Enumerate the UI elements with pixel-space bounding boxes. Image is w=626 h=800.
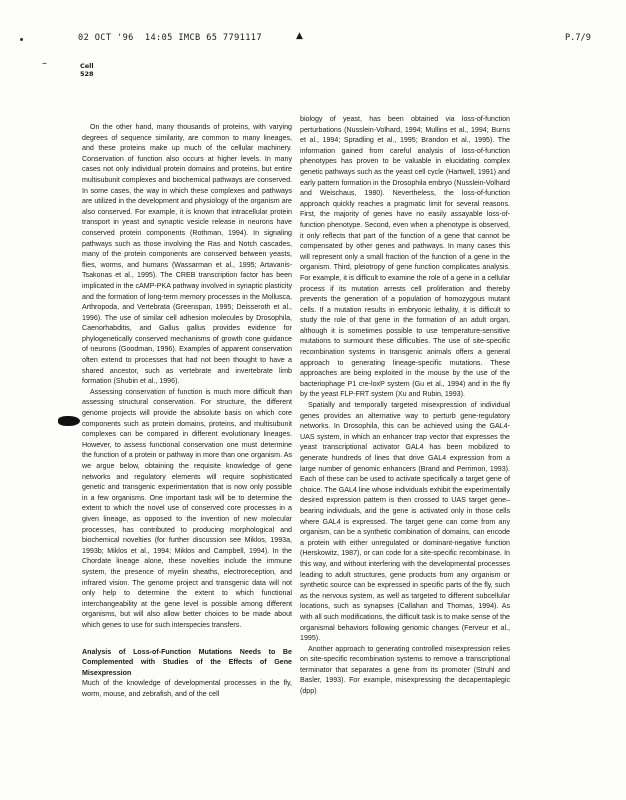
journal-info [80,62,94,78]
fax-dot [20,38,23,41]
journal-name: Cell [80,62,94,70]
fax-page-number: P.7/9 [565,33,591,43]
dash-mark: – [42,58,47,69]
paragraph: Much of the knowledge of developmental processes in the fly, worm, mouse, and zebrafish, and of the cell [82,679,292,698]
paragraph: Another approach to generating controlled misexpression relies on site-specific recombination systems to remove a transcriptional terminator that separates a gene from its promoter (Struhl and Basler, 1993). For example, misexpressing the decapentaplegic (dpp) [300,644,510,696]
left-column [82,122,292,699]
fax-header: 02 OCT '96 14:05 IMCB 65 7791117 [78,33,262,43]
hole-punch [58,416,80,426]
paragraph: Spatially and temporally targeted misexpression of individual genes provides an alternative way to perturb gene-regulatory networks. In Drosophila, this can be achieved using the GAL4-UAS system, in which an enhancer trap vector that expresses the yeast transcriptional activator GAL4 has been mobilized to generate hundreds of lines that drive GAL4 expression from a large number of genomic enhancers (Brand and Perrimon, 1993). Each of these can be used to activate specifically a target gene of choice. The GAL4 line whose individuals exhibit the experimentally desired expression pattern is then crossed to UAS target gene–bearing individuals, and the gene is activated only in those cells where GAL4 is expressed. The target gene can come from any organism, can be a synthetic combination of domains, can encode a protein with either unregulated or dominant-negative function (Herskowitz, 1987), or can code for a site-specific recombinase. In this way, and without interfering with the developmental processes leading to adult structures, gene products from any organism or synthetic source can be expressed in specific parts of the fly, such as the nervous system, as well as targeted to different subcellular locations, such as synapses (Callahan and Thomas, 1994). As with all such modifications, the difficult task is to make sense of the organismal behaviors following genomic changes (Ferveur et al., 1995). [300,401,510,643]
paragraph: Assessing conservation of function is much more difficult than assessing structural conservation. For structure, the different genome projects will provide the absolute basis on which core components such as protein domains, proteins, and multisubunit complexes can be compared in different evolutionary lineages. However, to assess functional conservation one must determine the function of a protein or pathway in more than one organism. As we argue below, obtaining the requisite knowledge of gene networks and regulatory elements will require sophisticated genetic and transgenic experimentation that is now only possible in a few organisms. One important task will be to determine the extent to which the novel use of conserved core processes in a given lineage, as opposed to the invention of new molecular processes, has contributed to producing morphological and biochemical novelties (for further discussion see Miklos, 1993a, 1993b; Miklos et al., 1994; Miklos and Campbell, 1994). In the Chordate lineage alone, these novelties include the immune system, the presence of myelin sheaths, electroreception, and infrared vision. The genome project and transgenic data will not only help to determine the extent to which functional interchangeability at the gene level is possible among different organisms, but will also allow better choices to be made about which genes to use for such interspecies transfers. [82,387,292,629]
section-title: Analysis of Loss-of-Function Mutations Needs to Be Complemented with Studies of the Effects of Gene Misexpression [82,647,292,677]
paragraph: biology of yeast, has been obtained via loss-of-function perturbations (Nusslein-Volhard, 1994; Mullins et al., 1994; Burns et al., 1994; Spradling et al., 1995; Brandon et al., 1995). The information gained from careful analysis of loss-of-function phenotypes has proven to be valuable in elucidating complex genetic pathways such as the yeast cell cycle (Hartwell, 1991) and early pattern formation in the Drosophila embryo (Nusslein-Volhard and Weischaus, 1980). Nevertheless, the loss-of-function approach quickly reaches a pragmatic limit for several reasons. First, the majority of genes have no easily assayable loss-of-function phenotype. Second, even when a phenotype is observed, it only reflects that part of the function of a gene that cannot be compensated by other genes and pathways. In many cases this will represent only a small fraction of the function of a gene in the organism. Third, pleiotropy of gene function complicates analysis. For example, it is difficult to examine the role of a gene in a cellular process if its mutation arrests cell proliferation and thereby prevents the generation of a population of homozygous mutant cells. If a mutation results in embryonic lethality, it is difficult to study the role of that gene in the formation of an adult organ, although it is sometimes possible to use temperature-sensitive mutations to surmount these difficulties. The use of site-specific recombination systems in transgenic animals offers a general approach to generating lineage-specific mutations. These approaches are being exploited in the mouse by the use of the bacteriophage P1 cre-loxP system (Gu et al., 1994) and in the fly by the yeast FLP-FRT system (Xu and Rubin, 1993). [300,115,510,399]
right-column [300,114,510,697]
journal-page: 528 [80,70,94,78]
fax-mark: ▲ [296,31,303,41]
paragraph: On the other hand, many thousands of proteins, with varying degrees of sequence similarity, are common to many lineages, and these proteins make up much of the cellular machinery. Conservation of function also occurs at higher levels. In many cases not only individual protein domains and proteins, but entire multisubunit complexes and biochemical pathways are conserved. In some cases, the way in which these complexes and pathways are utilized in the development and physiology of the organism are also conserved. For example, it is known that intracellular protein transport in yeast and synaptic vesicle release in neurons have conserved protein components (Rothman, 1994). In signaling pathways such as those involving the Ras and Notch cascades, many of the protein components are conserved between yeasts, flies, worms, and humans (Wassarman et al., 1995; Artavanis-Tsakonas et al., 1995). The CREB transcription factor has been implicated in the cAMP-PKA pathway involved in synaptic plasticity and the formation of long-term memory processes in the Mollusca, Arthropoda, and Vertebrata (Greenspan, 1995; Deisseroth et al., 1996). The use of similar cell adhesion molecules by Drosophila, Caenorhabditis, and Gallus gallus provides evidence for phylogenetically conserved mechanisms of growth cone guidance of neurons (Goodman, 1996). Examples of apparent conservation often extend to processes that had not been thought to have a shared ancestor, such as vertebrate and invertebrate limb formation (Shubin et al., 1996). [82,123,292,386]
